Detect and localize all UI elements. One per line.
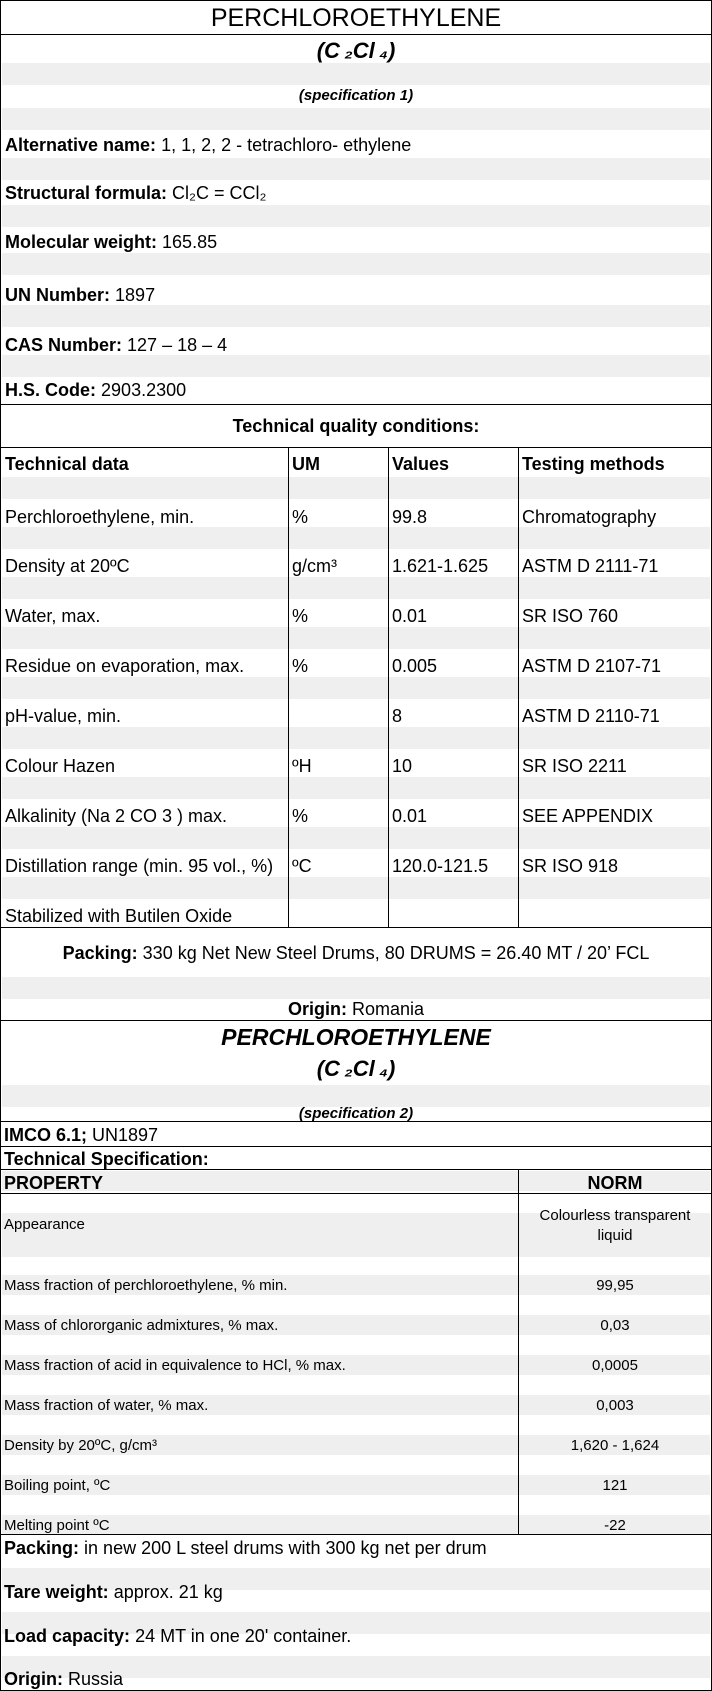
cell-technical-data: pH-value, min. xyxy=(5,706,122,726)
cell-testing-method: ASTM D 2111-71 xyxy=(522,556,659,576)
prop-label: UN Number: xyxy=(5,285,111,305)
cell-um: % xyxy=(292,606,309,626)
cell-property: Mass fraction of perchloroethylene, % min. xyxy=(4,1277,288,1294)
cell-technical-data: Water, max. xyxy=(5,606,101,626)
footer-value: 24 MT in one 20' container. xyxy=(135,1626,352,1646)
spec2-title: PERCHLOROETHYLENE xyxy=(221,1024,491,1050)
cell-um: % xyxy=(292,656,309,676)
cell-testing-method: SEE APPENDIX xyxy=(522,806,654,826)
spec1-formula: (C ₂Cl ₄) xyxy=(316,38,396,63)
cell-value: 1.621-1.625 xyxy=(392,556,489,576)
footer-load-capacity xyxy=(4,1626,351,1647)
cell-property: Melting point ºC xyxy=(4,1517,110,1534)
spec1-spec-label: (specification 1) xyxy=(298,87,414,104)
spec1-origin xyxy=(0,999,712,1020)
packing-value: 330 kg Net New Steel Drums, 80 DRUMS = 26.40 MT / 20’ FCL xyxy=(142,943,650,963)
cell-technical-data: Colour Hazen xyxy=(5,756,116,776)
prop-structural-formula xyxy=(5,183,267,204)
footer-packing xyxy=(4,1538,487,1559)
cell-property: Mass of chlororganic admixtures, % max. xyxy=(4,1317,279,1334)
footer-label: Load capacity: xyxy=(4,1626,131,1646)
cell-um: g/cm³ xyxy=(292,556,337,576)
cell-value: 8 xyxy=(392,706,403,726)
cell-um: ºH xyxy=(292,756,312,776)
cell-technical-data: Residue on evaporation, max. xyxy=(5,656,245,676)
spec1-packing xyxy=(0,943,712,964)
cell-testing-method: SR ISO 760 xyxy=(522,606,619,626)
cell-technical-data: Distillation range (min. 95 vol., %) xyxy=(5,856,274,876)
cell-norm: 0,0005 xyxy=(592,1357,638,1374)
spec2-formula: (C ₂Cl ₄) xyxy=(316,1056,396,1081)
tq-heading: Technical quality conditions: xyxy=(232,416,480,436)
cell-value: 10 xyxy=(392,756,413,776)
cell-property: Mass fraction of water, % max. xyxy=(4,1397,209,1414)
imco-label: IMCO 6.1; xyxy=(4,1125,88,1145)
cell-testing-method: Chromatography xyxy=(522,507,657,527)
prop-value: 165.85 xyxy=(162,232,218,252)
prop-label: Molecular weight: xyxy=(5,232,158,252)
cell-value: 0.005 xyxy=(392,656,438,676)
col-header-norm: NORM xyxy=(587,1173,643,1193)
footer-value: approx. 21 kg xyxy=(113,1582,223,1602)
prop-value: 1897 xyxy=(115,285,156,305)
col-header-um: UM xyxy=(292,454,320,474)
footer-label: Packing: xyxy=(4,1538,80,1558)
origin-value: Romania xyxy=(351,999,425,1019)
cell-property: Density by 20ºC, g/cm³ xyxy=(4,1437,158,1454)
col-header-technical-data: Technical data xyxy=(5,454,129,474)
cell-um: % xyxy=(292,507,309,527)
prop-value: 127 – 18 – 4 xyxy=(127,335,228,355)
spec2-spec-label: (specification 2) xyxy=(298,1105,414,1122)
packing-label: Packing: xyxy=(62,943,138,963)
cell-um: % xyxy=(292,806,309,826)
prop-cas-number xyxy=(5,335,227,356)
imco-value: UN1897 xyxy=(92,1125,159,1145)
cell-norm: Colourless transparent liquid xyxy=(539,1207,691,1244)
cell-property: Mass fraction of acid in equivalence to HCl, % max. xyxy=(4,1357,346,1374)
cell-testing-method: SR ISO 918 xyxy=(522,856,619,876)
cell-value: 99.8 xyxy=(392,507,428,527)
cell-value: 120.0-121.5 xyxy=(392,856,489,876)
cell-norm: -22 xyxy=(604,1517,626,1534)
prop-value: Cl₂C = CCl₂ xyxy=(172,183,267,203)
cell-norm: 121 xyxy=(602,1477,628,1494)
cell-testing-method: ASTM D 2110-71 xyxy=(522,706,660,726)
cell-property: Appearance xyxy=(4,1216,85,1233)
prop-label: Alternative name: xyxy=(5,135,157,155)
cell-norm: 99,95 xyxy=(596,1277,634,1294)
cell-value: 0.01 xyxy=(392,806,428,826)
cell-testing-method: SR ISO 2211 xyxy=(522,756,627,776)
spec1-title: PERCHLOROETHYLENE xyxy=(210,4,502,32)
cell-technical-data: Alkalinity (Na 2 CO 3 ) max. xyxy=(5,806,228,826)
prop-value: 2903.2300 xyxy=(101,380,187,400)
cell-technical-data: Density at 20ºC xyxy=(5,556,130,576)
prop-label: Structural formula: xyxy=(5,183,168,203)
prop-hs-code xyxy=(5,380,186,401)
cell-norm: 1,620 - 1,624 xyxy=(570,1437,660,1454)
prop-label: H.S. Code: xyxy=(5,380,97,400)
col-header-testing-methods: Testing methods xyxy=(522,454,665,474)
cell-property: Boiling point, ºC xyxy=(4,1477,111,1494)
footer-origin xyxy=(4,1669,123,1690)
spec2-tech-spec: Technical Specification: xyxy=(4,1149,209,1169)
prop-alternative-name xyxy=(5,135,411,156)
origin-label: Origin: xyxy=(287,999,347,1019)
footer-label: Tare weight: xyxy=(4,1582,109,1602)
cell-testing-method: ASTM D 2107-71 xyxy=(522,656,662,676)
cell-value: 0.01 xyxy=(392,606,428,626)
prop-value: 1, 1, 2, 2 - tetrachloro- ethylene xyxy=(161,135,412,155)
prop-label: CAS Number: xyxy=(5,335,123,355)
cell-norm: 0,03 xyxy=(600,1317,630,1334)
cell-um: ºC xyxy=(292,856,312,876)
cell-technical-data: Perchloroethylene, min. xyxy=(5,507,195,527)
cell-norm: 0,003 xyxy=(596,1397,634,1414)
footer-tare-weight xyxy=(4,1582,223,1603)
prop-un-number xyxy=(5,285,155,306)
footer-value: in new 200 L steel drums with 300 kg net per drum xyxy=(84,1538,487,1558)
footer-label: Origin: xyxy=(4,1669,63,1689)
col-header-property: PROPERTY xyxy=(4,1173,104,1193)
prop-molecular-weight xyxy=(5,232,217,253)
footer-value: Russia xyxy=(68,1669,124,1689)
spec2-imco xyxy=(4,1125,158,1146)
cell-technical-data: Stabilized with Butilen Oxide xyxy=(5,906,233,926)
col-header-values: Values xyxy=(392,454,450,474)
